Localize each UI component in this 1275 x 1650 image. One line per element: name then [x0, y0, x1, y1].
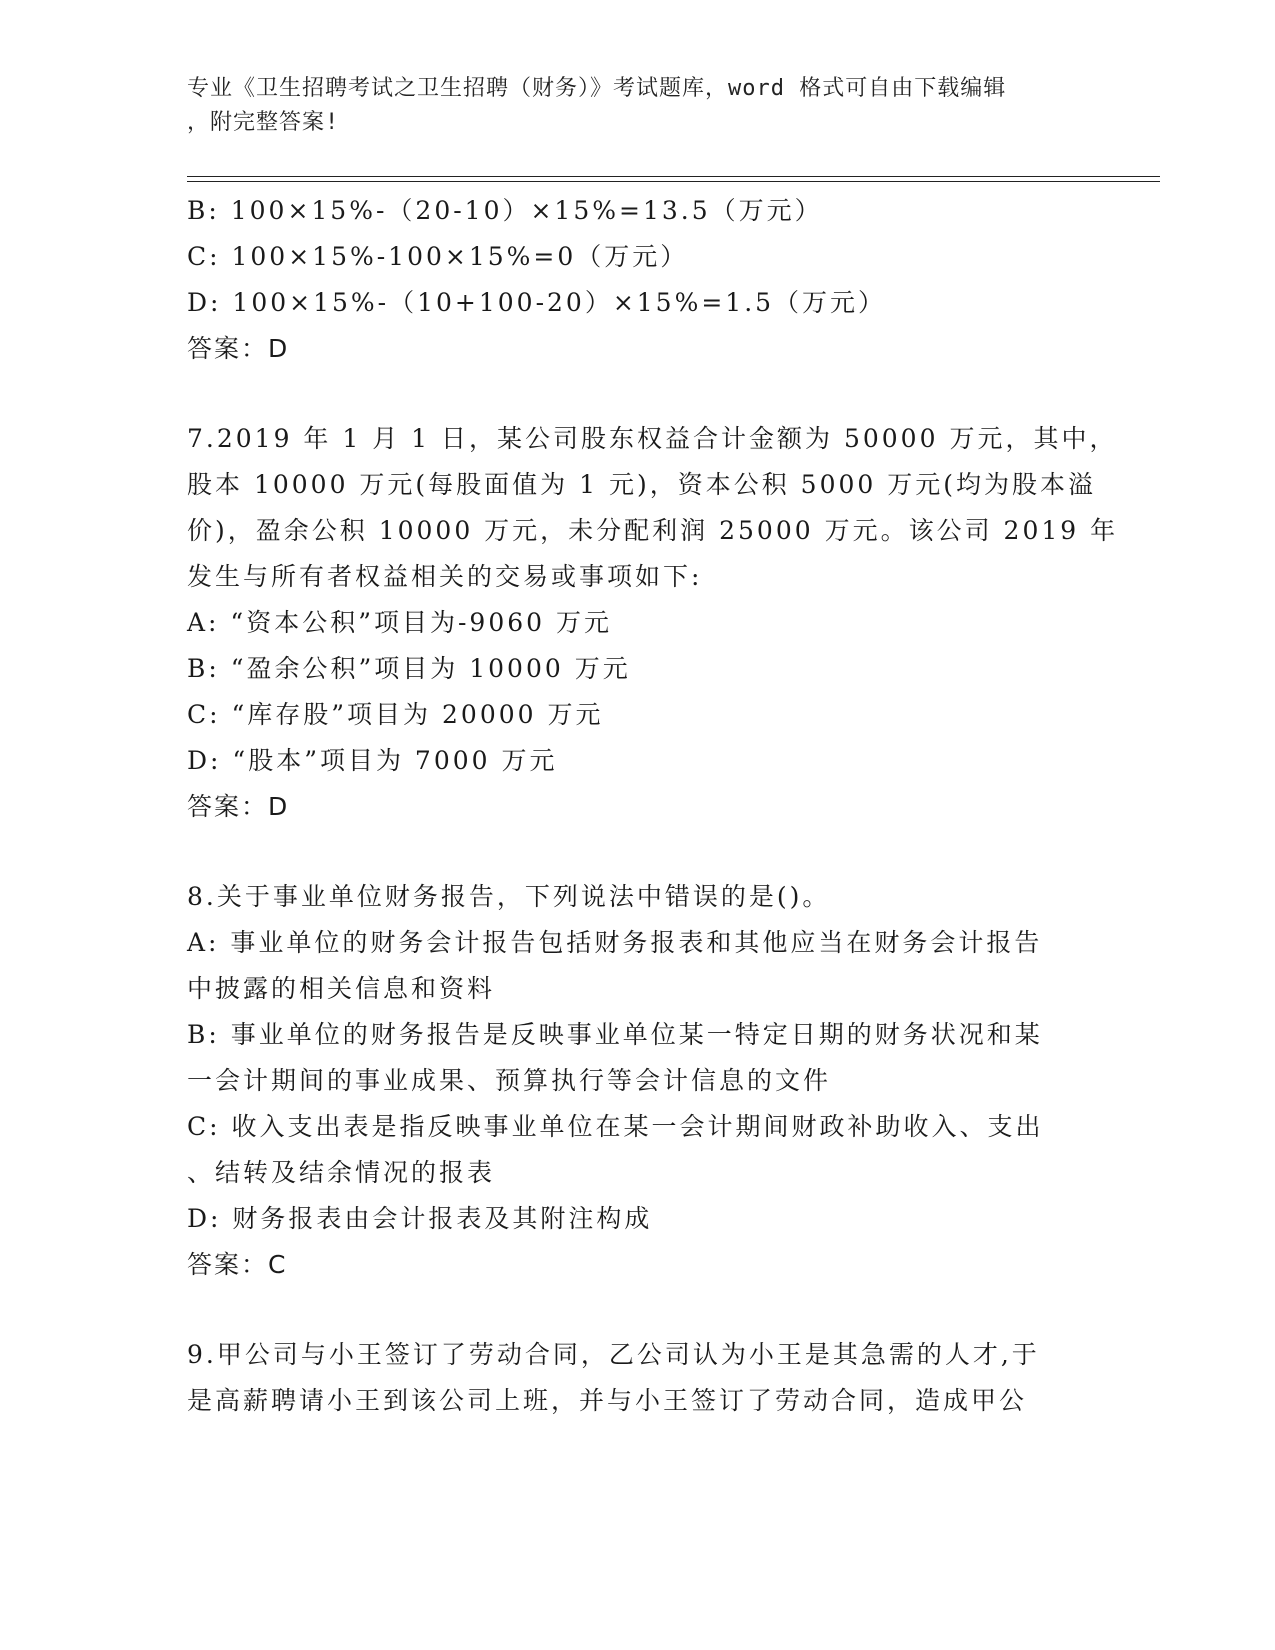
question-stem-line: 发生与所有者权益相关的交易或事项如下: — [187, 562, 703, 591]
question-stem-line: 股本 10000 万元(每股面值为 1 元)，资本公积 5000 万元(均为股本溢 — [187, 470, 1097, 499]
option-c: C: “库存股”项目为 20000 万元 — [187, 700, 604, 729]
question-stem-line: 价)，盈余公积 10000 万元，未分配利润 25000 万元。该公司 2019 年 — [187, 516, 1119, 545]
answer: 答案：D — [187, 334, 290, 363]
option-b-line: B: 事业单位的财务报告是反映事业单位某一特定日期的财务状况和某 — [187, 1020, 1043, 1049]
option-c: C: 100×15%-100×15%=0（万元） — [187, 242, 689, 271]
option-d: D: “股本”项目为 7000 万元 — [187, 746, 558, 775]
option-b: B: “盈余公积”项目为 10000 万元 — [187, 654, 631, 683]
header-divider-top — [187, 176, 1160, 177]
spacer — [187, 372, 1087, 416]
header-line-2: ，附完整答案! — [187, 110, 340, 135]
spacer — [187, 830, 1087, 874]
option-a: A: “资本公积”项目为-9060 万元 — [187, 608, 613, 637]
question-stem-line: 是高薪聘请小王到该公司上班，并与小王签订了劳动合同，造成甲公 — [187, 1386, 1028, 1415]
option-d: D: 财务报表由会计报表及其附注构成 — [187, 1204, 653, 1233]
option-c-line: 、结转及结余情况的报表 — [187, 1158, 496, 1187]
question-stem: 8.关于事业单位财务报告，下列说法中错误的是()。 — [187, 882, 831, 911]
answer: 答案：D — [187, 792, 290, 821]
option-b: B: 100×15%-（20-10）×15%=13.5（万元） — [187, 196, 823, 225]
question-6 — [187, 188, 1087, 372]
header-divider-bottom — [187, 181, 1160, 182]
question-8 — [187, 874, 1087, 1288]
question-9 — [187, 1332, 1087, 1424]
option-c-line: C: 收入支出表是指反映事业单位在某一会计期间财政补助收入、支出 — [187, 1112, 1044, 1141]
question-stem-line: 7.2019 年 1 月 1 日，某公司股东权益合计金额为 50000 万元，其中， — [187, 424, 1118, 453]
document-header — [187, 72, 1067, 140]
question-stem-line: 9.甲公司与小王签订了劳动合同，乙公司认为小王是其急需的人才,于 — [187, 1340, 1040, 1369]
answer: 答案：C — [187, 1250, 288, 1279]
option-d: D: 100×15%-（10+100-20）×15%=1.5（万元） — [187, 288, 887, 317]
option-a-line: A: 事业单位的财务会计报告包括财务报表和其他应当在财务会计报告 — [187, 928, 1043, 957]
option-b-line: 一会计期间的事业成果、预算执行等会计信息的文件 — [187, 1066, 832, 1095]
header-line-1: 专业《卫生招聘考试之卫生招聘（财务）》考试题库，word 格式可自由下载编辑 — [187, 76, 1007, 101]
option-a-line: 中披露的相关信息和资料 — [187, 974, 496, 1003]
document-body — [187, 188, 1119, 1424]
question-7 — [187, 416, 1119, 830]
spacer — [187, 1288, 1087, 1332]
